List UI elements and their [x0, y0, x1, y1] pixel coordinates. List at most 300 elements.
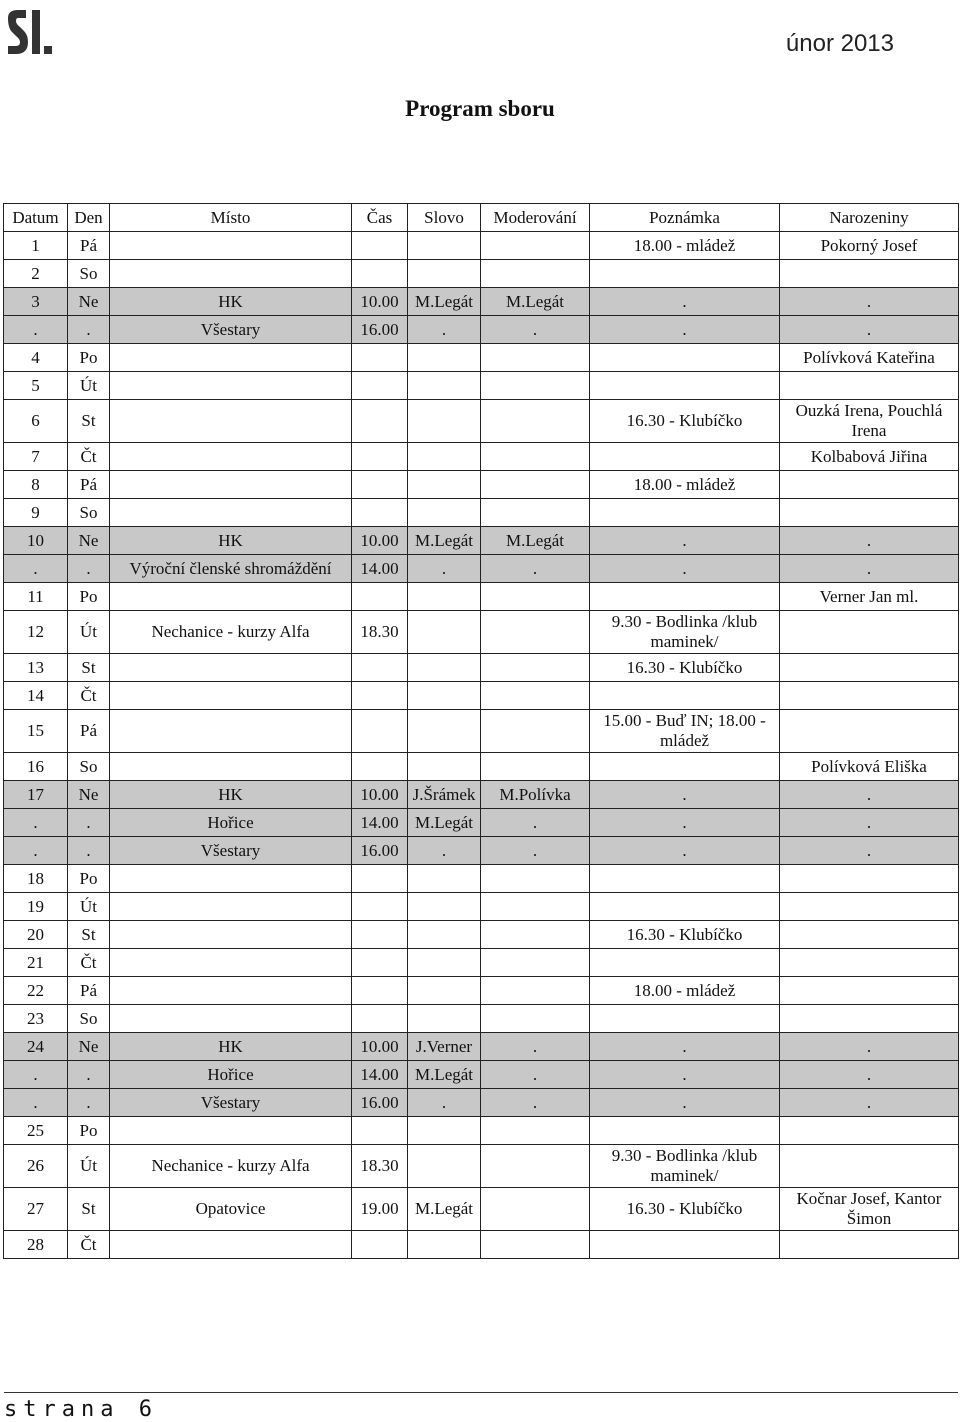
cell-poznamka [590, 682, 780, 710]
cell-moderovani [481, 753, 590, 781]
table-row [4, 611, 959, 654]
cell-narozeniny [780, 1117, 959, 1145]
cell-moderovani [481, 471, 590, 499]
cell-moderovani [481, 260, 590, 288]
cell-misto [110, 400, 352, 443]
cell-narozeniny [780, 1145, 959, 1188]
cell-misto: Nechanice - kurzy Alfa [110, 1145, 352, 1188]
cell-misto [110, 977, 352, 1005]
cell-den: Pá [68, 471, 110, 499]
cell-slovo [408, 753, 481, 781]
cell-cas: 10.00 [352, 288, 408, 316]
cell-slovo [408, 232, 481, 260]
table-row [4, 1005, 959, 1033]
table-row [4, 372, 959, 400]
cell-cas [352, 1005, 408, 1033]
table-row [4, 781, 959, 809]
header-datum: Datum [4, 204, 68, 232]
cell-moderovani [481, 443, 590, 471]
cell-slovo [408, 1231, 481, 1259]
cell-narozeniny [780, 710, 959, 753]
cell-narozeniny: Kolbabová Jiřina [780, 443, 959, 471]
cell-moderovani: M.Legát [481, 288, 590, 316]
cell-misto [110, 682, 352, 710]
cell-misto [110, 471, 352, 499]
cell-datum: 7 [4, 443, 68, 471]
cell-cas: 16.00 [352, 837, 408, 865]
cell-poznamka: . [590, 781, 780, 809]
cell-narozeniny [780, 1005, 959, 1033]
cell-slovo [408, 260, 481, 288]
cell-narozeniny: . [780, 781, 959, 809]
cell-slovo: J.Verner [408, 1033, 481, 1061]
cell-moderovani [481, 611, 590, 654]
cell-narozeniny [780, 372, 959, 400]
cell-narozeniny: Pokorný Josef [780, 232, 959, 260]
cell-poznamka: . [590, 288, 780, 316]
cell-datum: 6 [4, 400, 68, 443]
cell-poznamka: . [590, 555, 780, 583]
cell-slovo [408, 654, 481, 682]
cell-datum: 22 [4, 977, 68, 1005]
cell-poznamka: 15.00 - Buď IN; 18.00 - mládež [590, 710, 780, 753]
cell-moderovani [481, 583, 590, 611]
cell-cas [352, 654, 408, 682]
cell-misto [110, 893, 352, 921]
cell-den: So [68, 1005, 110, 1033]
cell-datum: 5 [4, 372, 68, 400]
cell-datum: 24 [4, 1033, 68, 1061]
cell-moderovani [481, 372, 590, 400]
cell-cas: 18.30 [352, 1145, 408, 1188]
cell-narozeniny: . [780, 1089, 959, 1117]
cell-misto [110, 232, 352, 260]
cell-den: Po [68, 865, 110, 893]
cell-moderovani: M.Legát [481, 527, 590, 555]
table-row [4, 1188, 959, 1231]
cell-den: Čt [68, 949, 110, 977]
cell-cas: 10.00 [352, 527, 408, 555]
cell-den: . [68, 1061, 110, 1089]
cell-den: Po [68, 1117, 110, 1145]
cell-narozeniny: Polívková Eliška [780, 753, 959, 781]
cell-narozeniny: . [780, 288, 959, 316]
table-row [4, 1231, 959, 1259]
cell-poznamka [590, 1231, 780, 1259]
cell-poznamka: 9.30 - Bodlinka /klub maminek/ [590, 1145, 780, 1188]
cell-narozeniny: . [780, 316, 959, 344]
cell-moderovani [481, 682, 590, 710]
cell-moderovani [481, 710, 590, 753]
cell-cas: 10.00 [352, 781, 408, 809]
cell-poznamka: 16.30 - Klubíčko [590, 921, 780, 949]
cell-misto [110, 1005, 352, 1033]
cell-cas [352, 865, 408, 893]
cell-narozeniny [780, 471, 959, 499]
cell-datum: . [4, 316, 68, 344]
table-row [4, 471, 959, 499]
cell-slovo: M.Legát [408, 527, 481, 555]
cell-poznamka: 18.00 - mládež [590, 232, 780, 260]
cell-den: Út [68, 893, 110, 921]
cell-poznamka [590, 753, 780, 781]
cell-datum: 21 [4, 949, 68, 977]
cell-poznamka [590, 949, 780, 977]
cell-poznamka [590, 443, 780, 471]
table-row [4, 232, 959, 260]
cell-moderovani: M.Polívka [481, 781, 590, 809]
cell-datum: 8 [4, 471, 68, 499]
cell-poznamka [590, 1005, 780, 1033]
cell-slovo: M.Legát [408, 1188, 481, 1231]
cell-slovo [408, 1005, 481, 1033]
cell-den: Po [68, 344, 110, 372]
table-row [4, 682, 959, 710]
cell-datum: 1 [4, 232, 68, 260]
cell-den: Po [68, 583, 110, 611]
cell-den: Pá [68, 977, 110, 1005]
cell-poznamka [590, 865, 780, 893]
cell-misto [110, 260, 352, 288]
cell-misto [110, 921, 352, 949]
cell-slovo: M.Legát [408, 809, 481, 837]
cell-narozeniny [780, 921, 959, 949]
cell-slovo [408, 443, 481, 471]
issue-month: únor 2013 [785, 30, 894, 57]
cell-moderovani [481, 1231, 590, 1259]
cell-poznamka: . [590, 1033, 780, 1061]
cell-narozeniny [780, 654, 959, 682]
table-row [4, 288, 959, 316]
cell-poznamka [590, 372, 780, 400]
cell-slovo [408, 1117, 481, 1145]
cell-poznamka [590, 893, 780, 921]
cell-narozeniny: . [780, 555, 959, 583]
cell-misto [110, 372, 352, 400]
cell-datum: 14 [4, 682, 68, 710]
cell-cas [352, 710, 408, 753]
table-row [4, 1117, 959, 1145]
cell-poznamka: . [590, 809, 780, 837]
cell-cas [352, 921, 408, 949]
cell-poznamka [590, 260, 780, 288]
cell-cas: 14.00 [352, 1061, 408, 1089]
cell-den: Pá [68, 232, 110, 260]
cell-misto [110, 499, 352, 527]
cell-den: St [68, 654, 110, 682]
cell-cas: 14.00 [352, 555, 408, 583]
cell-slovo [408, 400, 481, 443]
cell-narozeniny: . [780, 1061, 959, 1089]
cell-misto: Všestary [110, 1089, 352, 1117]
cell-poznamka: . [590, 837, 780, 865]
cell-poznamka: 18.00 - mládež [590, 471, 780, 499]
table-row [4, 527, 959, 555]
cell-poznamka: 16.30 - Klubíčko [590, 654, 780, 682]
cell-moderovani: . [481, 809, 590, 837]
cell-narozeniny: Verner Jan ml. [780, 583, 959, 611]
table-row [4, 753, 959, 781]
cell-den: Ne [68, 781, 110, 809]
cell-moderovani [481, 344, 590, 372]
cell-moderovani [481, 865, 590, 893]
cell-slovo [408, 865, 481, 893]
cell-slovo: M.Legát [408, 288, 481, 316]
footer-divider [4, 1392, 958, 1393]
cell-den: St [68, 1188, 110, 1231]
table-row [4, 1033, 959, 1061]
cell-narozeniny: Polívková Kateřina [780, 344, 959, 372]
cell-poznamka [590, 583, 780, 611]
cell-den: Čt [68, 1231, 110, 1259]
si-logo-icon [4, 6, 56, 58]
cell-moderovani [481, 499, 590, 527]
table-row [4, 1145, 959, 1188]
cell-cas: 10.00 [352, 1033, 408, 1061]
cell-narozeniny [780, 611, 959, 654]
header-cas: Čas [352, 204, 408, 232]
cell-misto [110, 865, 352, 893]
cell-misto: Všestary [110, 837, 352, 865]
table-row [4, 921, 959, 949]
table-row [4, 583, 959, 611]
cell-cas [352, 1117, 408, 1145]
cell-misto [110, 654, 352, 682]
cell-cas [352, 753, 408, 781]
cell-datum: . [4, 1089, 68, 1117]
cell-moderovani: . [481, 316, 590, 344]
cell-narozeniny [780, 499, 959, 527]
cell-den: St [68, 400, 110, 443]
cell-poznamka [590, 1117, 780, 1145]
cell-misto [110, 583, 352, 611]
header-misto: Místo [110, 204, 352, 232]
cell-misto [110, 710, 352, 753]
table-row [4, 400, 959, 443]
cell-datum: 9 [4, 499, 68, 527]
cell-narozeniny [780, 682, 959, 710]
cell-slovo [408, 499, 481, 527]
cell-misto: HK [110, 781, 352, 809]
cell-slovo [408, 893, 481, 921]
cell-slovo [408, 921, 481, 949]
cell-datum: . [4, 837, 68, 865]
cell-misto [110, 753, 352, 781]
cell-moderovani [481, 893, 590, 921]
cell-slovo [408, 977, 481, 1005]
table-row [4, 865, 959, 893]
cell-moderovani: . [481, 555, 590, 583]
cell-misto: Opatovice [110, 1188, 352, 1231]
cell-moderovani [481, 1117, 590, 1145]
cell-poznamka: . [590, 316, 780, 344]
cell-moderovani: . [481, 837, 590, 865]
cell-cas [352, 583, 408, 611]
cell-misto [110, 443, 352, 471]
table-row [4, 809, 959, 837]
cell-cas: 18.30 [352, 611, 408, 654]
cell-poznamka: 16.30 - Klubíčko [590, 1188, 780, 1231]
cell-narozeniny: . [780, 527, 959, 555]
cell-poznamka: . [590, 1089, 780, 1117]
cell-datum: . [4, 809, 68, 837]
cell-misto [110, 1231, 352, 1259]
cell-den: Ne [68, 527, 110, 555]
cell-slovo: J.Šrámek [408, 781, 481, 809]
cell-datum: 10 [4, 527, 68, 555]
cell-den: Út [68, 1145, 110, 1188]
cell-misto: Hořice [110, 809, 352, 837]
cell-cas: 19.00 [352, 1188, 408, 1231]
table-row [4, 555, 959, 583]
cell-misto: HK [110, 1033, 352, 1061]
cell-den: So [68, 260, 110, 288]
cell-poznamka: 9.30 - Bodlinka /klub maminek/ [590, 611, 780, 654]
cell-slovo [408, 1145, 481, 1188]
cell-den: Út [68, 372, 110, 400]
cell-cas [352, 893, 408, 921]
cell-narozeniny [780, 893, 959, 921]
cell-misto: HK [110, 288, 352, 316]
cell-misto: Hořice [110, 1061, 352, 1089]
cell-datum: 11 [4, 583, 68, 611]
cell-den: So [68, 753, 110, 781]
cell-moderovani [481, 977, 590, 1005]
header-slovo: Slovo [408, 204, 481, 232]
cell-cas [352, 443, 408, 471]
cell-datum: 28 [4, 1231, 68, 1259]
cell-misto [110, 949, 352, 977]
cell-misto: Nechanice - kurzy Alfa [110, 611, 352, 654]
cell-narozeniny: . [780, 837, 959, 865]
cell-cas [352, 372, 408, 400]
cell-datum: 15 [4, 710, 68, 753]
program-table-body [4, 204, 959, 1259]
cell-slovo [408, 471, 481, 499]
cell-datum: 3 [4, 288, 68, 316]
cell-cas [352, 232, 408, 260]
cell-slovo [408, 372, 481, 400]
cell-datum: . [4, 555, 68, 583]
cell-slovo: . [408, 1089, 481, 1117]
logo [4, 6, 56, 63]
cell-moderovani [481, 400, 590, 443]
page-title: Program sboru [405, 96, 555, 121]
cell-slovo [408, 949, 481, 977]
cell-moderovani [481, 232, 590, 260]
cell-slovo [408, 344, 481, 372]
cell-moderovani [481, 1005, 590, 1033]
cell-den: . [68, 1089, 110, 1117]
table-row [4, 1089, 959, 1117]
table-row [4, 316, 959, 344]
cell-datum: 16 [4, 753, 68, 781]
cell-den: Ne [68, 288, 110, 316]
cell-den: St [68, 921, 110, 949]
cell-datum: 12 [4, 611, 68, 654]
cell-datum: . [4, 1061, 68, 1089]
cell-datum: 27 [4, 1188, 68, 1231]
cell-misto [110, 1117, 352, 1145]
table-header-row [4, 204, 959, 232]
table-row [4, 837, 959, 865]
cell-narozeniny: . [780, 809, 959, 837]
cell-den: Čt [68, 443, 110, 471]
table-row [4, 710, 959, 753]
page-number: strana 6 [4, 1397, 158, 1422]
cell-cas [352, 1231, 408, 1259]
cell-narozeniny [780, 1231, 959, 1259]
program-table [3, 203, 959, 1259]
cell-narozeniny [780, 977, 959, 1005]
cell-moderovani [481, 921, 590, 949]
table-row [4, 443, 959, 471]
cell-cas: 14.00 [352, 809, 408, 837]
cell-slovo: . [408, 555, 481, 583]
header-den: Den [68, 204, 110, 232]
table-row [4, 949, 959, 977]
table-row [4, 260, 959, 288]
cell-moderovani: . [481, 1089, 590, 1117]
cell-misto: HK [110, 527, 352, 555]
cell-moderovani [481, 1188, 590, 1231]
cell-moderovani [481, 1145, 590, 1188]
cell-slovo: . [408, 316, 481, 344]
table-row [4, 344, 959, 372]
cell-moderovani [481, 654, 590, 682]
cell-cas [352, 344, 408, 372]
cell-narozeniny: Kočnar Josef, Kantor Šimon [780, 1188, 959, 1231]
cell-poznamka: . [590, 527, 780, 555]
cell-den: Čt [68, 682, 110, 710]
cell-narozeniny: Ouzká Irena, Pouchlá Irena [780, 400, 959, 443]
table-row [4, 499, 959, 527]
table-row [4, 654, 959, 682]
cell-cas [352, 949, 408, 977]
cell-cas [352, 400, 408, 443]
cell-slovo [408, 710, 481, 753]
header-narozeniny: Narozeniny [780, 204, 959, 232]
cell-poznamka: 18.00 - mládež [590, 977, 780, 1005]
cell-den: . [68, 316, 110, 344]
cell-den: Út [68, 611, 110, 654]
header-moderovani: Moderování [481, 204, 590, 232]
cell-datum: 13 [4, 654, 68, 682]
table-row [4, 893, 959, 921]
cell-poznamka [590, 344, 780, 372]
cell-slovo [408, 583, 481, 611]
cell-cas [352, 682, 408, 710]
cell-datum: 17 [4, 781, 68, 809]
cell-narozeniny: . [780, 1033, 959, 1061]
cell-cas [352, 977, 408, 1005]
cell-cas [352, 471, 408, 499]
cell-cas [352, 260, 408, 288]
cell-slovo: M.Legát [408, 1061, 481, 1089]
cell-cas: 16.00 [352, 1089, 408, 1117]
cell-datum: 2 [4, 260, 68, 288]
header-poznamka: Poznámka [590, 204, 780, 232]
cell-den: . [68, 555, 110, 583]
cell-slovo [408, 611, 481, 654]
cell-slovo [408, 682, 481, 710]
cell-datum: 18 [4, 865, 68, 893]
cell-den: So [68, 499, 110, 527]
cell-moderovani: . [481, 1033, 590, 1061]
cell-narozeniny [780, 865, 959, 893]
cell-poznamka: . [590, 1061, 780, 1089]
cell-cas: 16.00 [352, 316, 408, 344]
